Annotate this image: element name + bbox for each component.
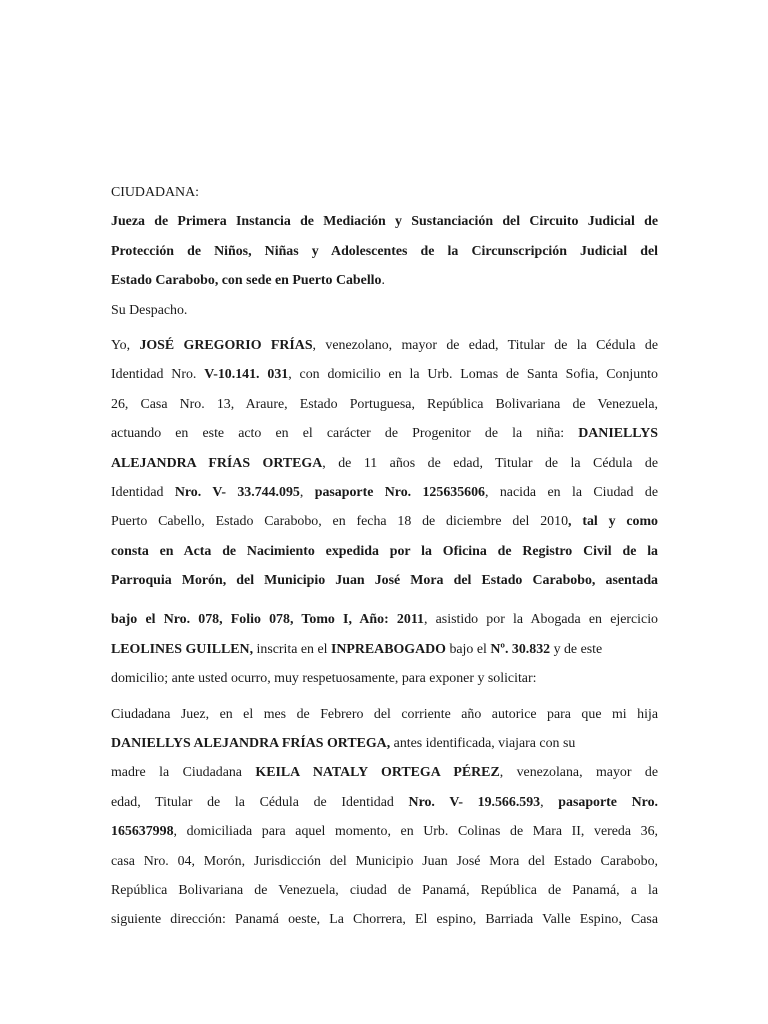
document-line bbox=[111, 788, 658, 817]
bold-text: LEOLINES GUILLEN, bbox=[111, 641, 254, 657]
document-line bbox=[111, 605, 658, 634]
document-line bbox=[111, 237, 658, 266]
body-text: inscrita en el bbox=[253, 641, 331, 657]
body-text: , con domicilio en la Urb. Lomas de Santa Sofia, Conjunto bbox=[288, 367, 658, 383]
document-line bbox=[111, 296, 658, 325]
body-text: Ciudadana Juez, en el mes de Febrero del corriente año autorice para que mi hija bbox=[111, 706, 658, 722]
body-text: Su Despacho. bbox=[111, 302, 188, 318]
body-text: CIUDADANA: bbox=[111, 185, 199, 200]
document-line bbox=[111, 876, 658, 905]
document-line bbox=[111, 817, 658, 846]
bold-text: Nº. 30.832 bbox=[490, 641, 551, 657]
document-line bbox=[111, 266, 658, 295]
document-line bbox=[111, 758, 658, 787]
body-text: Yo, bbox=[111, 337, 140, 353]
body-text: República Bolivariana de Venezuela, ciudad de Panamá, República de Panamá, a la bbox=[111, 882, 658, 898]
body-text: , de 11 años de edad, Titular de la Cédula de bbox=[322, 455, 658, 471]
document-line bbox=[111, 449, 658, 478]
document-line bbox=[111, 478, 658, 507]
bold-text: ALEJANDRA FRÍAS ORTEGA bbox=[111, 455, 323, 471]
bold-text: Parroquia Morón, del Municipio Juan José Mora del Estado Carabobo, asentada bbox=[111, 573, 658, 589]
document-line bbox=[111, 700, 658, 729]
bold-text: consta en Acta de Nacimiento expedida por la Oficina de Registro Civil de la bbox=[111, 543, 658, 559]
bold-text: , tal y como bbox=[568, 514, 658, 530]
bold-text: 165637998 bbox=[111, 824, 174, 840]
body-text: y de este bbox=[550, 641, 603, 657]
document-line bbox=[111, 178, 658, 207]
body-text: edad, Titular de la Cédula de Identidad bbox=[111, 794, 409, 810]
body-text: , bbox=[299, 484, 315, 500]
bold-text: V-10.141. 031 bbox=[204, 367, 289, 383]
document-line bbox=[111, 729, 658, 758]
body-text: . bbox=[381, 273, 385, 289]
body-text: , domiciliada para aquel momento, en Urb. Colinas de Mara II, vereda 36, bbox=[173, 824, 658, 840]
document-line bbox=[111, 207, 658, 236]
bold-text: KEILA NATALY ORTEGA PÉREZ bbox=[255, 765, 500, 781]
body-text: , venezolano, mayor de edad, Titular de la Cédula de bbox=[312, 337, 658, 353]
body-text: casa Nro. 04, Morón, Jurisdicción del Municipio Juan José Mora del Estado Carabobo, bbox=[111, 853, 658, 869]
document-line bbox=[111, 847, 658, 876]
document-line bbox=[111, 360, 658, 389]
body-text: siguiente dirección: Panamá oeste, La Chorrera, El espino, Barriada Valle Espino, Casa bbox=[111, 912, 658, 928]
document-line bbox=[111, 419, 658, 448]
bold-text: DANIELLYS bbox=[578, 426, 658, 442]
body-text: Identidad bbox=[111, 484, 175, 500]
body-text: 26, Casa Nro. 13, Araure, Estado Portuguesa, República Bolivariana de Venezuela, bbox=[111, 396, 658, 412]
document-page bbox=[111, 178, 658, 935]
body-text: , nacida en la Ciudad de bbox=[485, 484, 658, 500]
body-text: Identidad Nro. bbox=[111, 367, 205, 383]
bold-text: Nro. V- 19.566.593 bbox=[408, 794, 541, 810]
body-text: bajo el bbox=[445, 641, 491, 657]
bold-text: bajo el Nro. 078, Folio 078, Tomo I, Año: 2011 bbox=[111, 612, 424, 628]
body-text: , venezolana, mayor de bbox=[499, 765, 658, 781]
bold-text: Estado Carabobo, con sede en Puerto Cabello bbox=[111, 273, 382, 289]
body-text: , asistido por la Abogada en ejercicio bbox=[423, 612, 659, 628]
body-text: madre la Ciudadana bbox=[111, 765, 256, 781]
document-line bbox=[111, 331, 658, 360]
document-line bbox=[111, 507, 658, 536]
bold-text: JOSÉ GREGORIO FRÍAS bbox=[139, 337, 313, 353]
bold-text: Jueza de Primera Instancia de Mediación y Sustanciación del Circuito Judicial de bbox=[111, 214, 658, 230]
document-line bbox=[111, 905, 658, 934]
document-line bbox=[111, 537, 658, 566]
document-line bbox=[111, 390, 658, 419]
document-line bbox=[111, 566, 658, 595]
body-text: Puerto Cabello, Estado Carabobo, en fecha 18 de diciembre del 2010 bbox=[111, 514, 569, 530]
body-text: antes identificada, viajara con su bbox=[390, 736, 576, 752]
bold-text: pasaporte Nro. 125635606 bbox=[314, 484, 485, 500]
document-line bbox=[111, 664, 658, 693]
document-line bbox=[111, 635, 658, 664]
body-text: actuando en este acto en el carácter de Progenitor de la niña: bbox=[111, 426, 579, 442]
body-text: domicilio; ante usted ocurro, muy respetuosamente, para exponer y solicitar: bbox=[111, 671, 537, 687]
bold-text: Protección de Niños, Niñas y Adolescentes de la Circunscripción Judicial del bbox=[111, 243, 658, 259]
bold-text: DANIELLYS ALEJANDRA FRÍAS ORTEGA, bbox=[111, 736, 391, 752]
bold-text: INPREABOGADO bbox=[330, 641, 446, 657]
bold-text: pasaporte Nro. bbox=[558, 794, 658, 810]
body-text: , bbox=[540, 794, 559, 810]
bold-text: Nro. V- 33.744.095 bbox=[174, 484, 300, 500]
